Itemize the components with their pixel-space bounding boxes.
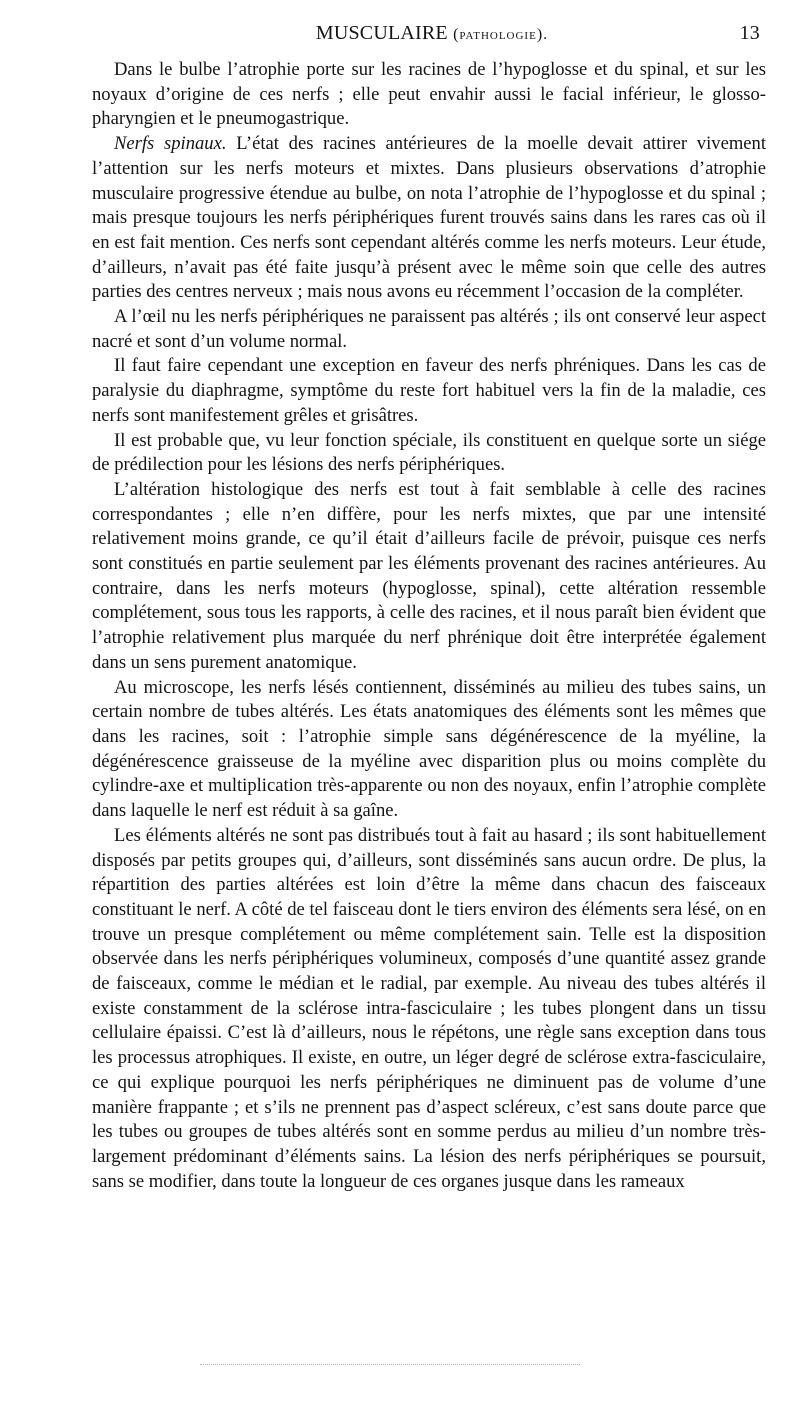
running-title <box>92 22 772 45</box>
paragraph <box>92 478 766 676</box>
page-number: 13 <box>739 22 760 44</box>
footer-dotted-rule <box>200 1364 580 1365</box>
body-text <box>92 58 766 1194</box>
paragraph-text: Il faut faire cependant une exception en faveur des nerfs phréniques. Dans les cas de paralysie du diaphragme, symptôme du reste fort habituel vers la fin de la maladie, ces nerfs sont manifestement grêles et grisâtres. <box>92 355 766 426</box>
running-title-main: MUSCULAIRE <box>315 22 448 44</box>
paragraph-text: Il est probable que, vu leur fonction spéciale, ils constituent en quelque sorte un siége de prédilection pour les lésions des nerfs périphériques. <box>92 429 766 476</box>
paragraph <box>92 676 766 824</box>
paragraph <box>92 354 766 428</box>
paragraph <box>92 305 766 354</box>
paragraph-text: A l’œil nu les nerfs périphériques ne paraissent pas altérés ; ils ont conservé leur aspect nacré et sont d’un volume normal. <box>92 306 766 352</box>
section-lead: Nerfs spinaux. <box>114 133 227 155</box>
paragraph-text: L’état des racines antérieures de la moelle devait attirer vivement l’attention sur les nerfs moteurs et mixtes. Dans plusieurs observations d’atrophie musculaire progressive étendue au bulbe, on nota l’atrophie de l’hypoglosse et du spinal ; mais presque toujours les nerfs périphériques furent trouvés sains dans les rares cas où il en est fait mention. Ces nerfs sont cependant altérés comme les nerfs moteurs. Leur étude, d’ailleurs, n’avait pas été faite jusqu’à présent avec le même soin que celle des autres parties des centres nerveux ; mais nous avons eu récemment l’occasion de la compléter. <box>92 133 766 303</box>
paragraph-text: L’altération histologique des nerfs est tout à fait semblable à celle des racines correspondantes ; elle n’en diffère, pour les nerfs mixtes, que par une intensité relativement moins grande, ce qu’il était d’ailleurs facile de prévoir, puisque ces nerfs sont constitués en partie seulement par les éléments provenant des racines antérieures. Au contraire, dans les nerfs moteurs (hypoglosse, spinal), cette altération ressemble complétement, sous tous les rapports, à celle des racines, et il nous paraît bien évident que l’atrophie relativement plus marquée du nerf phrénique doit être interprétée également dans un sens purement anatomique. <box>92 478 766 673</box>
running-title-sub: (pathologie). <box>453 26 549 43</box>
running-head <box>92 22 772 50</box>
paragraph-text: Les éléments altérés ne sont pas distribués tout à fait au hasard ; ils sont habituellement disposés par petits groupes qui, d’ailleurs, sont disséminés sans aucun ordre. De plus, la répartition des parties altérées est loin d’être la même dans chacun des faisceaux constituant le nerf. A côté de tel faisceau dont le tiers environ des éléments sera lésé, on en trouve un presque complétement ou même complétement sain. Telle est la disposition observée dans les nerfs périphériques volumineux, composés d’une quantité assez grande de faisceaux, comme le médian et le radial, par exemple. Au niveau des tubes altérés il existe constamment de la sclérose intra-fasciculaire ; les tubes plongent dans un tissu cellulaire épaissi. C’est là d’ailleurs, nous le répétons, une règle sans exception dans tous les processus atrophiques. Il existe, en outre, un léger degré de sclérose extra-fasciculaire, ce qui explique pourquoi les nerfs périphériques ne diminuent pas de volume d’une manière frappante ; et s’ils ne prennent pas d’aspect scléreux, c’est sans doute parce que les tubes ou groupes de tubes altérés sont en somme perdus au milieu d’un nombre très-largement prédominant d’éléments sains. La lésion des nerfs périphériques se poursuit, sans se modifier, dans toute la longueur de ces organes jusque dans les rameaux <box>92 824 766 1192</box>
paragraph <box>92 429 766 478</box>
paragraph <box>92 824 766 1195</box>
paragraph <box>92 132 766 305</box>
paragraph-text: Dans le bulbe l’atrophie porte sur les racines de l’hypoglosse et du spinal, et sur les noyaux d’origine de ces nerfs ; elle peut envahir aussi le facial inférieur, le glosso-pharyngien et le pneumogastrique. <box>92 59 766 130</box>
paragraph-text: Au microscope, les nerfs lésés contiennent, disséminés au milieu des tubes sains, un certain nombre de tubes altérés. Les états anatomiques des éléments sont les mêmes que dans les racines, soit : l’atrophie simple sans dégénérescence de la myéline, la dégénérescence graisseuse de la myéline avec disparition plus ou moins complète du cylindre-axe et multiplication très-apparente ou non des noyaux, enfin l’atrophie complète dans laquelle le nerf est réduit à sa gaîne. <box>92 676 766 822</box>
paragraph <box>92 58 766 132</box>
